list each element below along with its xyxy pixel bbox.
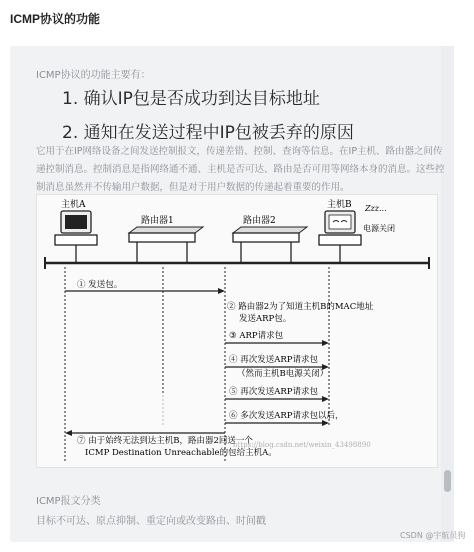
host-b-label: 主机B — [327, 200, 352, 210]
point-2: 2. 通知在发送过程中IP包被丢弃的原因 — [62, 123, 354, 143]
paragraph-line: 制消息虽然并不传输用户数据，但是对于用户数据的传递起着重要的作用。 — [36, 182, 350, 193]
scrollbar-thumb[interactable] — [444, 470, 451, 492]
step-7-text-cont: ICMP Destination Unreachable的包给主机A。 — [85, 448, 277, 458]
section-2-text: 目标不可达、原点抑制、重定向或改变路由、时间戳 — [36, 516, 266, 527]
router-2-icon — [233, 227, 307, 263]
host-a-computer-icon — [55, 211, 97, 263]
step-6-text: ⑥ 多次发送ARP请求包以后， — [229, 411, 344, 421]
image-url-watermark: https://blog.csdn.net/weixin_43498890 — [233, 441, 371, 449]
router-1-icon — [129, 227, 203, 263]
step-3-text: ③ ARP请求包 — [229, 331, 284, 341]
step-4-text-cont: （然而主机B电源关闭） — [237, 369, 329, 379]
paragraph-line: 递控制消息。控制消息是指网络通不通、主机是否可达、路由是否可用等网络本身的消息。这些控 — [36, 164, 445, 175]
paragraph-line: 它用于在IP网络设备之间发送控制报文，传递差错、控制、查询等信息。在IP主机、路由器之间传 — [36, 146, 443, 157]
scrollbar-track[interactable] — [441, 46, 454, 542]
description-paragraph — [36, 143, 446, 197]
host-b-computer-icon — [319, 211, 361, 263]
diagram-svg — [37, 195, 437, 467]
step-1-text: ① 发送包。 — [77, 280, 123, 290]
step-5-text: ⑤ 再次发送ARP请求包 — [229, 387, 318, 397]
intro-text: ICMP协议的功能主要有： — [36, 70, 151, 81]
point-1: 1. 确认IP包是否成功到达目标地址 — [62, 89, 320, 109]
csdn-watermark: CSDN @宇航员狗 — [400, 531, 466, 540]
power-off-label: 电源关闭 — [363, 224, 395, 233]
step-4-text: ④ 再次发送ARP请求包 — [229, 355, 318, 365]
page-title: ICMP协议的功能 — [10, 12, 101, 26]
step-7-text: ⑦ 由于始终无法到达主机B，路由器2回送一个 — [77, 436, 253, 446]
router-2-label: 路由器2 — [243, 216, 276, 226]
icmp-diagram — [36, 194, 438, 468]
step-2-text: ② 路由器2为了知道主机B的MAC地址 — [227, 302, 374, 312]
router-1-label: 路由器1 — [141, 216, 174, 226]
step-2-text-cont: 发送ARP包。 — [239, 314, 292, 324]
section-2-title: ICMP报文分类 — [36, 496, 101, 507]
sleep-label: Zzz... — [365, 204, 387, 213]
host-a-label: 主机A — [61, 200, 86, 210]
